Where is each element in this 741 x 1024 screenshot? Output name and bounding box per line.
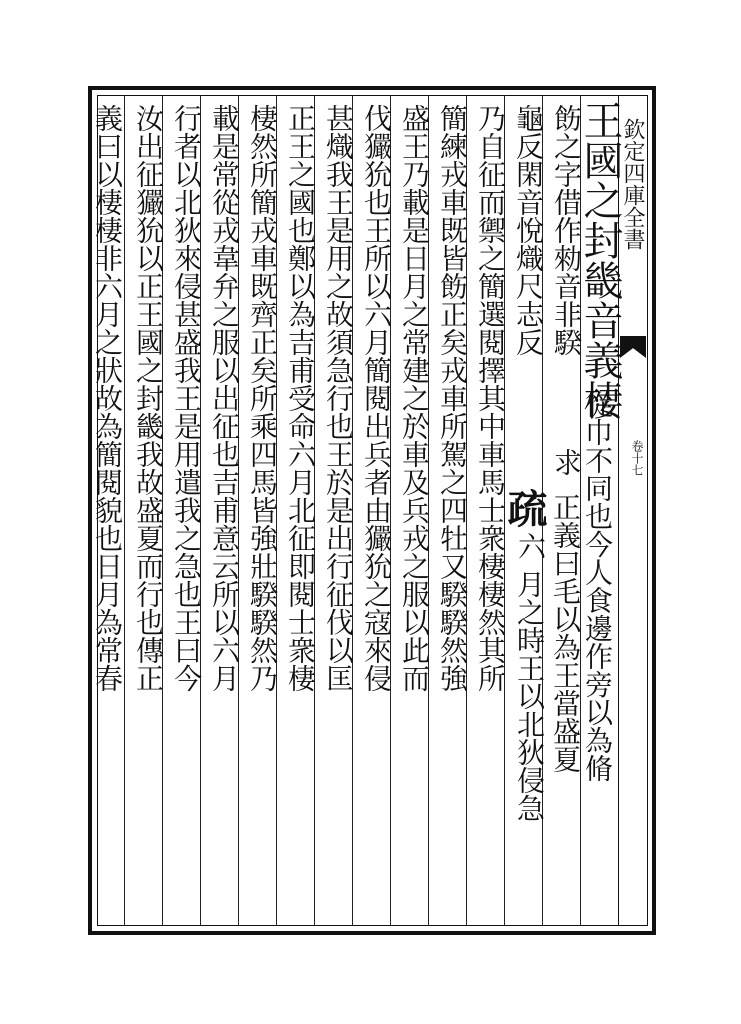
text-column: 甚熾我王是用之故須急行也王於是出行征伐以匡 bbox=[322, 104, 355, 692]
text-column: 汝出征玁狁以正王國之封畿我故盛夏而行也傳正 bbox=[132, 104, 165, 692]
text-column: 義曰以棲棲非六月之狀故為簡閱貌也日月為常春 bbox=[91, 104, 124, 692]
juan-number: 卷十七 bbox=[630, 440, 644, 476]
text-column: 乃自征而禦之簡選閱擇其中車馬士衆棲棲然其所 bbox=[474, 104, 507, 692]
text-column: 從巾不同也今人食邊作旁以為脩 bbox=[581, 390, 614, 782]
text-column: 正義曰毛以為王當盛夏 bbox=[549, 493, 582, 773]
text-column: 龜反閑音悅熾尺志反 bbox=[512, 104, 545, 356]
text-column: 六 bbox=[514, 532, 547, 560]
text-column: 求 bbox=[550, 448, 583, 476]
book-title-edge: 欽定四庫全書 bbox=[620, 118, 645, 250]
text-column: 棲然所簡戎車既齊正矣所乘四馬皆強壯騤騤然乃 bbox=[246, 104, 279, 692]
commentary-marker: 疏 bbox=[501, 488, 548, 528]
text-column: 正王之國也鄭以為吉甫受命六月北征即閱士衆棲 bbox=[284, 104, 317, 692]
text-column: 盛王乃載是日月之常建之於車及兵戎之服以此而 bbox=[398, 104, 431, 692]
text-column: 飭之字借作勑音非騤 bbox=[550, 104, 583, 356]
text-column: 載是常從戎韋弁之服以出征也吉甫意云所以六月 bbox=[208, 104, 241, 692]
text-column: 王國之封畿音義棲 bbox=[577, 100, 623, 420]
text-column: 月之時王以北狄侵急 bbox=[513, 570, 546, 822]
text-column: 簡練戎車既皆飭正矣戎車所駕之四牡又騤騤然強 bbox=[436, 104, 469, 692]
text-column: 伐玁狁也王所以六月簡閱出兵者由玁狁之寇來侵 bbox=[360, 104, 393, 692]
text-column: 行者以北狄來侵甚盛我王是用遣我之急也王曰今 bbox=[170, 104, 203, 692]
